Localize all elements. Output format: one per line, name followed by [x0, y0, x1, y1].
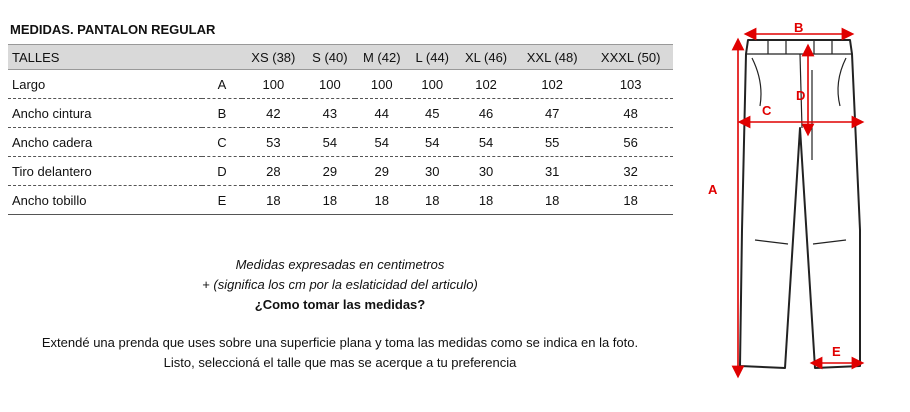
measure-value: 18 [516, 186, 588, 215]
instructions-line-2: Listo, seleccioná el talle que mas se acerque a tu preferencia [163, 355, 517, 370]
measure-code: E [202, 186, 242, 215]
measure-name: Largo [8, 70, 202, 99]
measure-code: C [202, 128, 242, 157]
how-to-measure-heading: ¿Como tomar las medidas? [254, 297, 426, 312]
measure-code: B [202, 99, 242, 128]
measure-value: 53 [242, 128, 305, 157]
measure-value: 47 [516, 99, 588, 128]
table-row [8, 157, 673, 186]
size-table-header [8, 45, 673, 70]
header-cell: XS (38) [242, 45, 305, 70]
measure-value: 32 [588, 157, 673, 186]
table-row [8, 99, 673, 128]
measure-value: 28 [242, 157, 305, 186]
measure-name: Ancho cintura [8, 99, 202, 128]
measure-name: Ancho cadera [8, 128, 202, 157]
measure-value: 48 [588, 99, 673, 128]
header-cell [202, 45, 242, 70]
label-e: E [832, 344, 841, 359]
measure-value: 30 [456, 157, 516, 186]
header-cell: XXL (48) [516, 45, 588, 70]
measure-value: 55 [516, 128, 588, 157]
table-row [8, 70, 673, 99]
header-cell: XL (46) [456, 45, 516, 70]
measure-value: 100 [242, 70, 305, 99]
measure-code: D [202, 157, 242, 186]
measure-value: 54 [305, 128, 355, 157]
header-cell: XXXL (50) [588, 45, 673, 70]
measure-value: 18 [456, 186, 516, 215]
measure-value: 18 [305, 186, 355, 215]
measure-value: 54 [456, 128, 516, 157]
header-cell: S (40) [305, 45, 355, 70]
measure-value: 18 [408, 186, 456, 215]
table-row [8, 128, 673, 157]
measure-value: 18 [588, 186, 673, 215]
measure-value: 43 [305, 99, 355, 128]
measure-name: Ancho tobillo [8, 186, 202, 215]
header-cell: M (42) [355, 45, 408, 70]
measure-value: 103 [588, 70, 673, 99]
header-cell: L (44) [408, 45, 456, 70]
measure-value: 100 [305, 70, 355, 99]
measure-value: 29 [305, 157, 355, 186]
table-row [8, 186, 673, 215]
label-b: B [794, 20, 804, 35]
instructions-line-1: Extendé una prenda que uses sobre una superficie plana y toma las medidas como se indica en la foto. [41, 335, 639, 350]
elasticity-note: + (significa los cm por la eslaticidad del articulo) [202, 277, 478, 292]
measure-value: 30 [408, 157, 456, 186]
label-a: A [708, 182, 718, 197]
measure-value: 102 [456, 70, 516, 99]
measure-name: Tiro delantero [8, 157, 202, 186]
measure-value: 46 [456, 99, 516, 128]
measure-value: 18 [242, 186, 305, 215]
measure-value: 31 [516, 157, 588, 186]
measure-value: 29 [355, 157, 408, 186]
measure-value: 54 [408, 128, 456, 157]
units-note: Medidas expresadas en centimetros [235, 257, 445, 272]
page-title: MEDIDAS. PANTALON REGULAR [10, 22, 216, 37]
measure-value: 102 [516, 70, 588, 99]
measure-value: 42 [242, 99, 305, 128]
measure-value: 100 [408, 70, 456, 99]
measure-value: 45 [408, 99, 456, 128]
measure-value: 100 [355, 70, 408, 99]
pants-measurement-diagram [700, 10, 900, 390]
measure-value: 56 [588, 128, 673, 157]
label-c: C [762, 103, 772, 118]
header-cell: TALLES [8, 45, 202, 70]
measure-value: 54 [355, 128, 408, 157]
size-table [8, 44, 673, 215]
measure-code: A [202, 70, 242, 99]
measure-value: 44 [355, 99, 408, 128]
label-d: D [796, 88, 806, 103]
measure-value: 18 [355, 186, 408, 215]
